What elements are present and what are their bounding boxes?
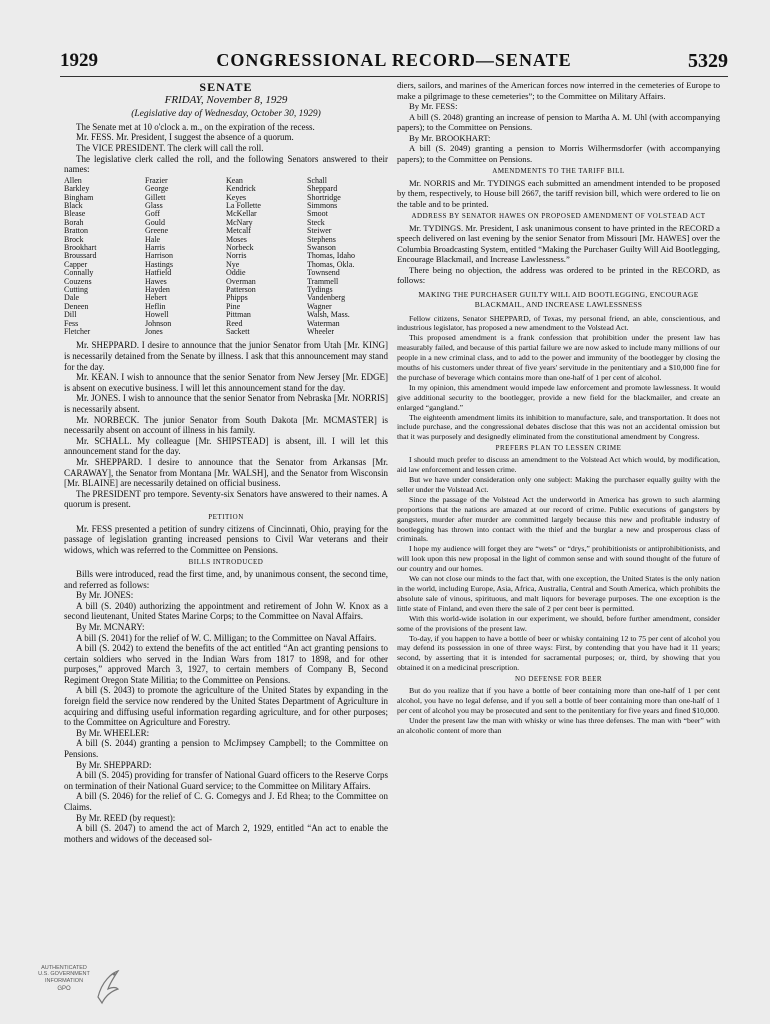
subheading-prefers-plan: PREFERS PLAN TO LESSEN CRIME	[495, 444, 622, 453]
sponsor-line: By Mr. SHEPPARD:	[76, 759, 152, 770]
right-column	[397, 80, 720, 1010]
senator-name: Metcalf	[226, 226, 251, 236]
sponsor-line: By Mr. WHEELER:	[76, 727, 150, 738]
senator-name: Blease	[64, 209, 86, 219]
speech-paragraph: But do you realize that if you have a bottle of beer containing more than one-half of 1 per cent alcohol, you have no legal defense, and if you sell a bottle of beer containing more than one-half of 1 per cent of alcohol you may be prosecuted and sent to the penitentiary for five years and fined $10,000.	[397, 686, 720, 715]
senator-name: George	[145, 184, 169, 194]
senator-name: Steck	[307, 217, 325, 227]
roll-row	[64, 328, 388, 336]
senator-name: Cutting	[64, 285, 89, 295]
senator-name: Nye	[226, 259, 240, 269]
bill-entry: A bill (S. 2049) granting a pension to Morris Wilhermsdorfer (with accompanying papers); to the Committee on Pensions.	[397, 143, 720, 164]
senator-name: Fess	[64, 318, 79, 328]
paragraph: Mr. SHEPPARD. I desire to announce that the Senator from Arkansas [Mr. CARAWAY], the Senator from Montana [Mr. WALSH], and the Senator from Wisconsin [Mr. BLAINE] are necessarily detained on official business.	[64, 457, 388, 489]
sponsor-line: By Mr. FESS:	[409, 101, 458, 111]
speech-paragraph: The eighteenth amendment limits its inhibition to manufacture, sale, and transportation. It does not include purchase, and the congressional debates disclose that this was not an accidental omission but that it was purposely and designedly eliminated from the constitutional amendment by Congress.	[397, 412, 720, 442]
bill-entry: A bill (S. 2048) granting an increase of pension to Martha A. M. Uhl (with accompanying papers); to the Committee on Pensions.	[397, 111, 720, 132]
subheading-no-defense: NO DEFENSE FOR BEER	[514, 675, 603, 684]
paragraph: Mr. SCHALL. My colleague [Mr. SHIPSTEAD] is absent, ill. I will let this announcement stand for the day.	[64, 435, 388, 457]
senator-name: Allen	[64, 175, 82, 185]
senator-name: Smoot	[307, 209, 328, 219]
senator-name: Bratton	[64, 226, 88, 236]
sponsor-line: By Mr. BROOKHART:	[409, 132, 491, 143]
senator-name: Borah	[64, 217, 84, 227]
senator-name: Kean	[226, 175, 243, 185]
roll-call-table	[64, 177, 388, 337]
speech-paragraph: This proposed amendment is a frank confession that prohibition under the present law has measurably failed, and because of this partial failure we are now asked to include many millions of our people in a new criminal class, and to add to the power and immunity of the bootlegger by closing the mouths of his customers under threat of five years' servitude in the penitentiary and a $10,000 fine for the purchase of beverage which contains more than one-half of 1 per cent of alcohol.	[397, 333, 720, 382]
header-year: 1929	[60, 50, 98, 71]
senator-name: Sackett	[226, 327, 250, 337]
senator-name: Pittman	[226, 310, 251, 320]
paragraph: Mr. FESS. Mr. President, I suggest the absence of a quorum.	[76, 132, 294, 143]
senator-name: Tydings	[307, 285, 333, 295]
paragraph: Mr. JONES. I wish to announce that the senior Senator from Nebraska [Mr. NORRIS] is necessarily absent.	[64, 393, 388, 415]
senator-name: Pine	[226, 301, 241, 311]
bill-entry: A bill (S. 2041) for the relief of W. C. Milligan; to the Committee on Naval Affairs.	[76, 632, 377, 643]
header-title: CONGRESSIONAL RECORD—SENATE	[216, 50, 572, 70]
senator-name: Wheeler	[307, 327, 335, 337]
senator-name: Johnson	[145, 318, 172, 328]
paragraph: Bills were introduced, read the first time, and, by unanimous consent, the second time, and referred as follows:	[64, 568, 388, 590]
senator-name: Moses	[226, 234, 247, 244]
senator-name: Gould	[145, 217, 165, 227]
bill-entry: A bill (S. 2043) to promote the agriculture of the United States by expanding in the foreign field the service now rendered by the United States Department of Agriculture in acquiring and diffusing useful information regarding agriculture, and for other purposes; to the Committee on Agriculture and Forestry.	[64, 685, 388, 728]
subheading-amendments: AMENDMENTS TO THE TARIFF BILL	[492, 167, 625, 175]
senator-name: Walsh, Mass.	[307, 310, 350, 320]
senator-name: Hale	[145, 234, 161, 244]
bill-entry: A bill (S. 2047) to amend the act of March 2, 1929, entitled “An act to enable the mothers and widows of the deceased sol-	[64, 823, 388, 844]
senator-name: Overman	[226, 276, 256, 286]
paragraph: There being no objection, the address was ordered to be printed in the RECORD, as follows:	[397, 264, 720, 285]
senator-name: Hawes	[145, 276, 167, 286]
paragraph: Mr. NORRIS and Mr. TYDINGS each submitted an amendment intended to be proposed by them, respectively, to House bill 2667, the tariff revision bill, which were ordered to lie on the table and to be printed.	[397, 177, 720, 209]
senator-name: McNary	[226, 217, 253, 227]
stamp-line: U.S. GOVERNMENT	[38, 971, 90, 978]
speech-paragraph: I should much prefer to discuss an amendment to the Volstead Act which would, by modification, aid law enforcement and lessen crime.	[397, 455, 720, 475]
bill-entry: A bill (S. 2042) to extend the benefits of the act entitled “An act granting pensions to certain soldiers who served in the Indian Wars from 1817 to 1898, and for other purposes,” approved March 3, 1927, to certain members of Company B, Second Regiment Oregon State Militia; to the Committee on Pensions.	[64, 643, 388, 685]
paragraph: Mr. TYDINGS. Mr. President, I ask unanimous consent to have printed in the RECORD a speech delivered on last evening by the senior Senator from Missouri [Mr. HAWES] over the Columbia Broadcasting System, entitled “Making the Purchaser Guilty Will Aid Bootlegging, Encourage Blackmail, and Increase Lawlessness.”	[397, 222, 720, 264]
senator-name: Thomas, Idaho	[307, 251, 355, 261]
section-heading-senate: SENATE	[199, 80, 253, 94]
senator-name: Hatfield	[145, 268, 172, 278]
senator-name: Deneen	[64, 301, 89, 311]
speech-paragraph: To-day, if you happen to have a bottle of beer or whisky containing 12 to 75 per cent of alcohol you may defend its possession in one of three ways: First, by contending that you have had it 11 years; second, by asserting that it is intended for sacramental purposes; or, third, by showing that you obtained it on a medicinal prescription.	[397, 633, 720, 673]
paragraph: Mr. SHEPPARD. I desire to announce that the junior Senator from Utah [Mr. KING] is necessarily detained from the Senate by illness. I ask that this announcement may stand for the day.	[64, 340, 388, 372]
senator-name: Steiwer	[307, 226, 332, 236]
senator-name: Vandenberg	[307, 293, 346, 303]
senator-name: Bingham	[64, 192, 94, 202]
speech-paragraph: I hope my audience will forget they are “wets” or “drys,” prohibitionists or antiprohibitionists, and will look upon this new proposal in the light of common sense and with sound thought of the future of our country and our homes.	[397, 544, 720, 574]
speech-paragraph: We can not close our minds to the fact that, with one exception, the United States is the only nation in the world, including Europe, Asia, Africa, Australia, Central and South America, which prohibits the absolute sale of vinous, spirituous, and malt liquors for beverage purposes. The one exception is the little state of Finland, and even there the sale of 2 per cent beer is permitted.	[397, 574, 720, 613]
senator-name: Brock	[64, 234, 84, 244]
bill-entry: A bill (S. 2040) authorizing the appointment and retirement of John W. Knox as a second lieutenant, United States Marine Corps; to the Committee on Naval Affairs.	[64, 600, 388, 622]
senator-name: Stephens	[307, 234, 336, 244]
left-column	[64, 80, 388, 1010]
gpo-authentication-stamp	[28, 965, 123, 1015]
senator-name: Phipps	[226, 293, 248, 303]
senator-name: Dale	[64, 293, 80, 303]
senator-name: Hastings	[145, 259, 173, 269]
senator-name: Capper	[64, 259, 88, 269]
sponsor-line: By Mr. MCNARY:	[76, 621, 145, 632]
subheading-petition: PETITION	[208, 512, 244, 521]
senator-name: Norris	[226, 251, 247, 261]
senator-name: Wagner	[307, 301, 332, 311]
session-date: FRIDAY, November 8, 1929	[164, 93, 288, 106]
senator-name: Jones	[145, 327, 163, 337]
speech-paragraph: With this world-wide isolation in our experiment, we should, before further amendment, consider some of the provisions of the present law.	[397, 613, 720, 633]
senator-name: Waterman	[307, 318, 340, 328]
senator-name: Connally	[64, 268, 94, 278]
paragraph-continued: diers, sailors, and marines of the American forces now interred in the cemeteries of Europe to make a pilgrimage to these cemeteries”; to the Committee on Military Affairs.	[397, 80, 720, 101]
paragraph: The VICE PRESIDENT. The clerk will call the roll.	[76, 142, 264, 153]
paragraph: Mr. NORBECK. The junior Senator from South Dakota [Mr. MCMASTER] is necessarily absent on account of illness in his family.	[64, 414, 388, 436]
senator-name: Simmons	[307, 200, 338, 210]
senator-name: Townsend	[307, 268, 340, 278]
speech-title: MAKING THE PURCHASER GUILTY WILL AID BOOTLEGGING, ENCOURAGE BLACKMAIL, AND INCREASE LAWLESSNESS	[418, 289, 699, 309]
bill-entry: A bill (S. 2044) granting a pension to McJimpsey Campbell; to the Committee on Pensions.	[64, 738, 388, 760]
senator-name: Hebert	[145, 293, 167, 303]
senator-name: Trammell	[307, 276, 339, 286]
senator-name: Frazier	[145, 175, 168, 185]
bill-entry: A bill (S. 2046) for the relief of C. G. Comegys and J. Ed Rhea; to the Committee on Claims.	[64, 791, 388, 812]
header-rule	[60, 76, 728, 77]
senator-name: Patterson	[226, 285, 256, 295]
speech-body	[397, 314, 720, 736]
senator-name: Fletcher	[64, 327, 91, 337]
sponsor-line: By Mr. JONES:	[76, 590, 134, 601]
sponsor-line: By Mr. REED (by request):	[76, 812, 176, 823]
senator-name: Sheppard	[307, 184, 338, 194]
senator-name: La Follette	[226, 200, 261, 210]
senator-name: Hayden	[145, 285, 170, 295]
senator-name: Thomas, Okla.	[307, 259, 355, 269]
senator-name: Dill	[64, 310, 77, 320]
senator-name: Schall	[307, 175, 327, 185]
stamp-text	[28, 965, 100, 992]
header-page-number: 5329	[688, 50, 728, 72]
eagle-seal-icon	[94, 967, 120, 1007]
senator-name: Heflin	[145, 301, 166, 311]
senator-name: Swanson	[307, 243, 336, 252]
paragraph: The Senate met at 10 o'clock a. m., on the expiration of the recess.	[76, 121, 315, 132]
paragraph: The legislative clerk called the roll, and the following Senators answered to their names:	[64, 153, 388, 175]
bill-entry: A bill (S. 2045) providing for transfer of National Guard officers to the Reserve Corps on termination of their National Guard service; to the Committee on Military Affairs.	[64, 770, 388, 791]
senator-name: McKellar	[226, 209, 257, 219]
senator-name: Harris	[145, 243, 165, 252]
senator-name: Brookhart	[64, 243, 97, 252]
senator-name: Harrison	[145, 251, 173, 261]
senator-name: Howell	[145, 310, 169, 320]
paragraph: Mr. KEAN. I wish to announce that the senior Senator from New Jersey [Mr. EDGE] is absent on executive business. I will let this announcement stand for the day.	[64, 372, 388, 393]
stamp-line: AUTHENTICATED	[41, 965, 87, 971]
legislative-day: (Legislative day of Wednesday, October 30, 1929)	[131, 109, 321, 120]
speech-paragraph: Under the present law the man with whisky or wine has three defenses. The man with “beer” with an alcoholic content of more than	[397, 715, 720, 735]
senator-name: Barkley	[64, 184, 90, 194]
stamp-line: INFORMATION	[44, 977, 84, 984]
page-header	[60, 50, 728, 76]
senator-name: Oddie	[226, 268, 246, 278]
senator-name: Broussard	[64, 251, 97, 261]
senator-name: Goff	[145, 209, 160, 219]
speech-paragraph: Fellow citizens, Senator SHEPPARD, of Texas, my personal friend, an able, conscientious, and industrious legislator, has proposed a new amendment to the Volstead Act.	[397, 313, 720, 333]
senator-name: Gillett	[145, 192, 166, 202]
senator-name: Norbeck	[226, 243, 254, 252]
speech-paragraph: In my opinion, this amendment would impede law enforcement and promote lawlessness. It would give additional security to the bootlegger, provide a new field for the blackmailer, and create an enlarged “gangland.”	[397, 382, 720, 412]
stamp-gpo: GPO	[57, 985, 71, 992]
senator-name: Shortridge	[307, 192, 341, 202]
speech-paragraph: Since the passage of the Volstead Act the underworld in America has grown to such alarming proportions that the nations are amazed at our record of crime. Public executions of gangsters by gangsters, murder after murder are committed largely because this new and profitable industry of bootlegging has thrown into contact with the thief and the burglar a new and prosperous class of criminals.	[397, 494, 720, 544]
senator-name: Black	[64, 200, 83, 210]
subheading-bills-introduced: BILLS INTRODUCED	[188, 558, 264, 567]
paragraph: The PRESIDENT pro tempore. Seventy-six Senators have answered to their names. A quorum is present.	[64, 488, 388, 510]
senator-name: Kendrick	[226, 184, 256, 194]
senator-name: Couzens	[64, 276, 92, 286]
subheading-address: ADDRESS BY SENATOR HAWES ON PROPOSED AMENDMENT OF VOLSTEAD ACT	[411, 212, 706, 220]
senator-name: Greene	[145, 226, 169, 236]
paragraph: Mr. FESS presented a petition of sundry citizens of Cincinnati, Ohio, praying for the passage of legislation granting increased pensions to Civil War veterans and their widows, which was referred to the Committee on Pensions.	[64, 523, 388, 555]
senator-name: Keyes	[226, 192, 246, 202]
speech-paragraph: But we have under consideration only one subject: Making the purchaser equally guilty with the seller under the Volstead Act.	[397, 475, 720, 494]
senator-name: Glass	[145, 200, 163, 210]
senator-name: Reed	[226, 318, 243, 328]
